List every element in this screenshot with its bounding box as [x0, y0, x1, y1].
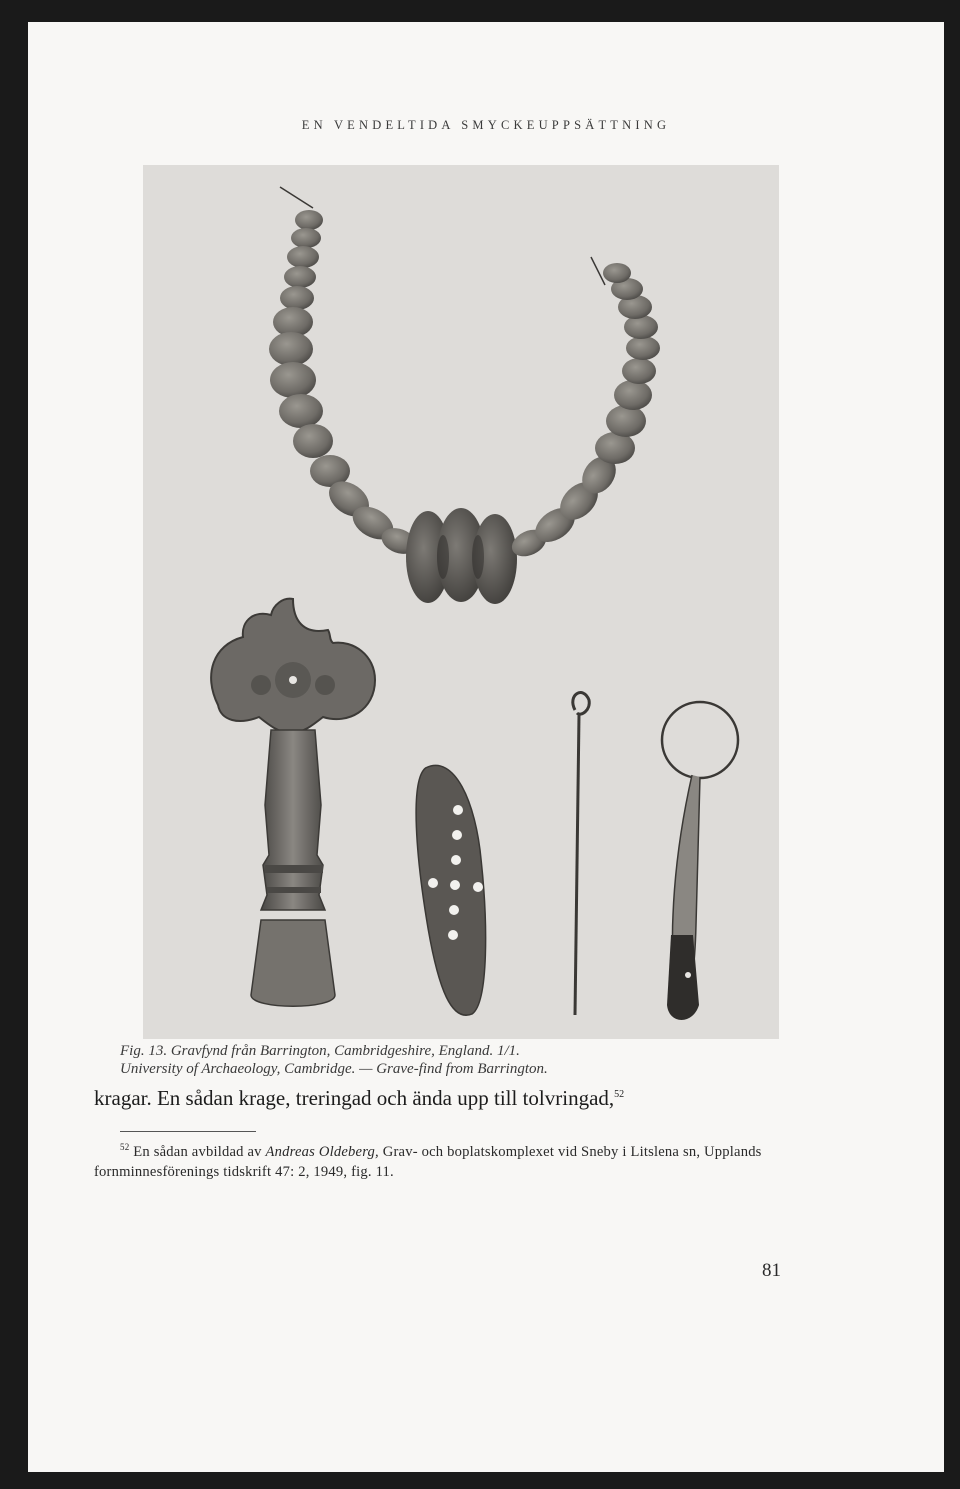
bead-necklace: [269, 187, 660, 604]
footnote-reference[interactable]: 52: [614, 1089, 625, 1100]
page: [28, 22, 944, 1472]
ring-pendant: [662, 702, 738, 1020]
caption-line-2: University of Archaeology, Cambridge. — Grave-find from Barrington.: [120, 1061, 548, 1077]
page-number: 81: [762, 1260, 781, 1281]
perforated-plaque: [405, 761, 502, 1019]
footnote-text-before: En sådan avbildad av: [133, 1144, 266, 1160]
footnote-number: 52: [120, 1142, 130, 1153]
footnote-text-after: Grav- och boplatskomplexet vid Sneby i Litslena sn, Upplands fornminnesförenings tidskrift 47: 2, 1949, fig. 11.: [94, 1144, 762, 1180]
cruciform-brooch: [211, 599, 375, 1007]
caption-line-1: [120, 1042, 820, 1060]
figure-photo: [143, 165, 779, 1039]
running-head: EN VENDELTIDA SMYCKEUPPSÄTTNING: [301, 118, 671, 132]
body-text: [94, 1086, 624, 1111]
dress-pin: [573, 693, 589, 1015]
figure-label: Fig. 13.: [120, 1043, 168, 1059]
footnote: [94, 1142, 794, 1182]
body-paragraph: kragar. En sådan krage, treringad och ända upp till tolvringad,: [94, 1086, 615, 1110]
footnote-author: Andreas Oldeberg,: [265, 1144, 379, 1160]
figure-caption: [120, 1042, 820, 1078]
caption-text-1: Gravfynd från Barrington, Cambridgeshire, England. 1/1.: [170, 1043, 520, 1059]
artifacts-photo: [143, 165, 779, 1039]
footnote-rule: [120, 1131, 256, 1132]
